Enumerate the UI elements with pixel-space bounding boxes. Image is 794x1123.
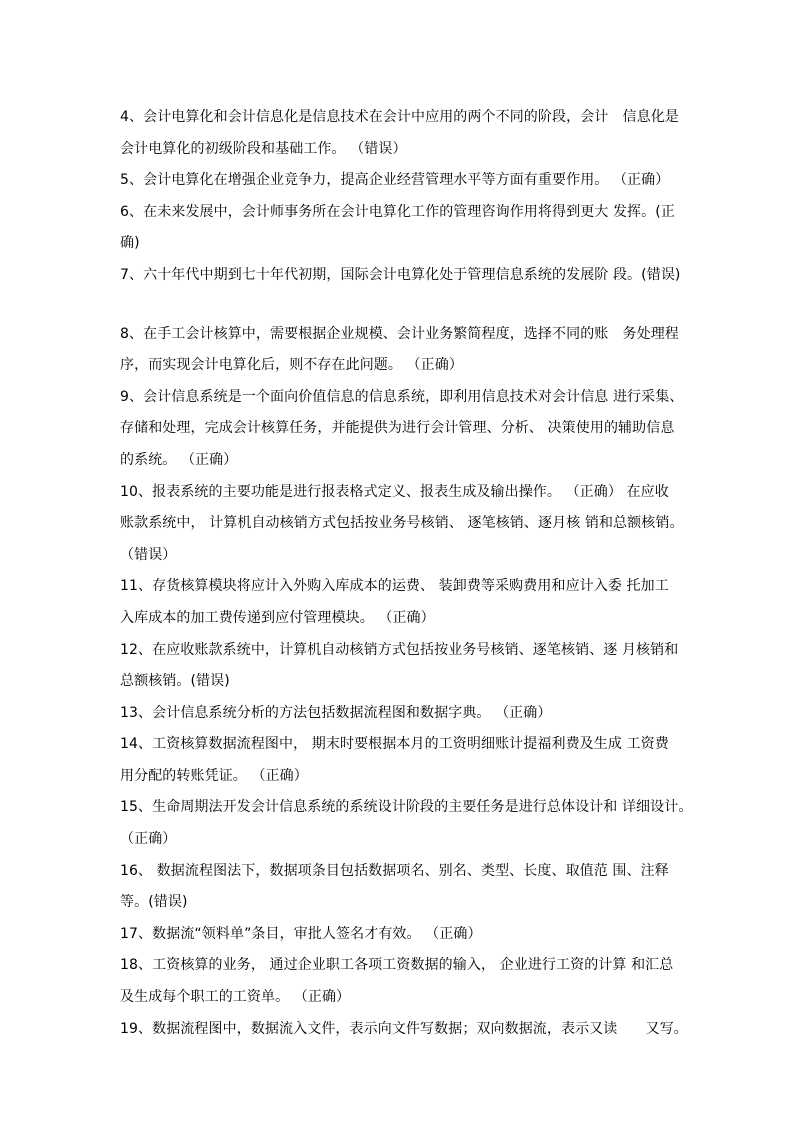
question-line: 用分配的转账凭证。 （正确） bbox=[120, 767, 308, 784]
question-line: （正确） bbox=[120, 831, 177, 848]
question-line: 6、在未来发展中，会计师事务所在会计电算化工作的管理咨询作用将得到更大 发挥。(正 bbox=[120, 203, 675, 220]
question-line: 11、存货核算模块将应计入外购入库成本的运费、 装卸费等采购费用和应计入委 托加工 bbox=[120, 578, 669, 595]
question-line: 及生成每个职工的工资单。 （正确） bbox=[120, 989, 351, 1006]
question-item bbox=[120, 165, 680, 197]
question-line: 确) bbox=[120, 235, 140, 252]
question-line: 14、工资核算数据流程图中， 期末时要根据本月的工资明细账计提福利费及生成 工资费 bbox=[120, 736, 669, 753]
question-line: 会计电算化的初级阶段和基础工作。 （错误） bbox=[120, 140, 407, 157]
question-line: 13、会计信息系统分析的方法包括数据流程图和数据字典。 （正确） bbox=[120, 704, 552, 721]
question-line: 4、会计电算化和会计信息化是信息技术在会计中应用的两个不同的阶段，会计 信息化是 bbox=[120, 109, 679, 125]
question-line: 17、数据流“领料单”条目，审批人签名才有效。 （正确） bbox=[120, 925, 482, 942]
paragraph-gap bbox=[120, 292, 680, 319]
question-item bbox=[120, 102, 680, 165]
question-item bbox=[120, 698, 680, 730]
question-item bbox=[120, 571, 680, 634]
question-line: 9、会计信息系统是一个面向价值信息的信息系统，即利用信息技术对会计信息 进行采集、 bbox=[120, 388, 684, 405]
question-line: 存储和处理，完成会计核算任务，并能提供为进行会计管理、分析、 决策使用的辅助信息 bbox=[120, 420, 675, 437]
question-line: 总额核销。(错误) bbox=[120, 673, 230, 690]
question-item bbox=[120, 950, 680, 1013]
question-item bbox=[120, 919, 680, 951]
question-item bbox=[120, 1014, 688, 1046]
question-line: 入库成本的加工费传递到应付管理模块。 （正确） bbox=[120, 609, 435, 626]
question-line: 15、生命周期法开发会计信息系统的系统设计阶段的主要任务是进行总体设计和 详细设计。 bbox=[120, 799, 693, 816]
question-item bbox=[120, 792, 693, 855]
question-item bbox=[120, 729, 680, 792]
question-line: 19、数据流程图中，数据流入文件，表示向文件写数据；双向数据流，表示又读 又写。 bbox=[120, 1020, 688, 1037]
question-line: 等。(错误) bbox=[120, 894, 188, 911]
question-line: 的系统。 （正确） bbox=[120, 451, 238, 468]
question-item bbox=[120, 382, 684, 477]
question-line: 账款系统中， 计算机自动核销方式包括按业务号核销、 逐笔核销、逐月核 销和总额核销。 bbox=[120, 515, 684, 532]
question-line: 12、在应收账款系统中，计算机自动核销方式包括按业务号核销、逐笔核销、逐 月核销和 bbox=[120, 641, 679, 658]
question-item bbox=[120, 477, 684, 572]
question-line: 18、工资核算的业务， 通过企业职工各项工资数据的输入， 企业进行工资的计算 和汇总 bbox=[120, 957, 674, 974]
question-item bbox=[120, 197, 680, 260]
question-line: 16、 数据流程图法下，数据项条目包括数据项名、别名、类型、长度、取值范 围、注释 bbox=[120, 862, 669, 879]
question-item bbox=[120, 260, 680, 292]
document-body bbox=[120, 102, 693, 1045]
question-line: （错误） bbox=[120, 546, 177, 563]
question-line: 序，而实现会计电算化后，则不存在此问题。 （正确） bbox=[120, 357, 463, 374]
question-line: 8、在手工会计核算中，需要根据企业规模、会计业务繁简程度，选择不同的账 务处理程 bbox=[120, 325, 679, 342]
question-line: 5、会计电算化在增强企业竞争力，提高企业经营管理水平等方面有重要作用。 （正确） bbox=[120, 172, 670, 189]
question-item bbox=[120, 856, 680, 919]
question-item bbox=[120, 319, 680, 382]
question-item bbox=[120, 635, 680, 698]
question-line: 7、六十年代中期到七十年代初期，国际会计电算化处于管理信息系统的发展阶 段。(错误) bbox=[120, 266, 681, 283]
question-line: 10、报表系统的主要功能是进行报表格式定义、报表生成及输出操作。 （正确） 在应收 bbox=[120, 483, 669, 500]
